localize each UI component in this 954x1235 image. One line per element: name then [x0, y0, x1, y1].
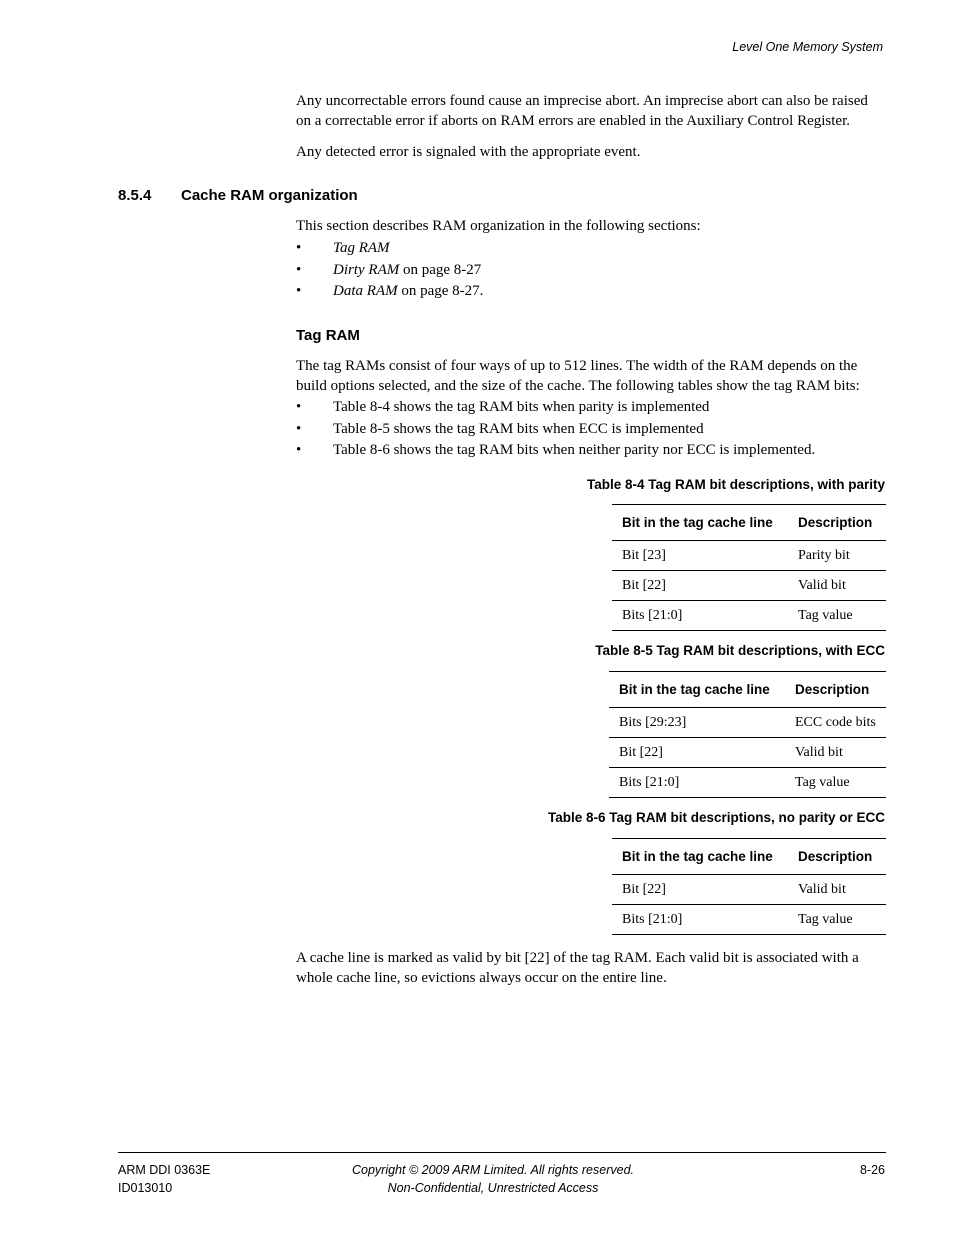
table-cell: Valid bit — [788, 875, 886, 905]
list-item — [296, 238, 483, 260]
copyright-notice: Copyright © 2009 ARM Limited. All rights reserved. — [351, 1163, 634, 1177]
column-header: Description — [788, 839, 886, 875]
column-header: Bit in the tag cache line — [612, 505, 788, 541]
table-cell: Bit [22] — [612, 875, 788, 905]
section-intro: This section describes RAM organization in the following sections: — [296, 218, 701, 234]
table-cell: Bits [29:23] — [609, 708, 785, 738]
list-item-text: Table 8-6 shows the tag RAM bits when neither parity nor ECC is implemented. — [333, 442, 816, 458]
table-cell: Bit [23] — [612, 541, 788, 571]
table-cell: Bit [22] — [609, 738, 785, 768]
list-item — [296, 419, 815, 441]
list-item — [296, 397, 815, 419]
table-cell: Valid bit — [788, 571, 886, 601]
issue-id: ID013010 — [118, 1180, 173, 1195]
table-cell: Bit [22] — [612, 571, 788, 601]
section-number: 8.5.4 — [118, 187, 152, 204]
table-cell: Bits [21:0] — [612, 601, 788, 631]
page-number: 8-26 — [859, 1163, 885, 1177]
footer-divider — [118, 1152, 886, 1153]
bullet: • — [296, 420, 302, 437]
tag-ram-bullets — [296, 397, 815, 462]
table-cell: Tag value — [785, 768, 886, 798]
table-row — [612, 601, 886, 631]
table-cell: Bits [21:0] — [609, 768, 785, 798]
column-header: Description — [788, 505, 886, 541]
footer-doc-info — [118, 1162, 210, 1197]
table-cell: ECC code bits — [785, 708, 886, 738]
access-notice: Non-Confidential, Unrestricted Access — [387, 1180, 599, 1195]
list-item-text: Table 8-4 shows the tag RAM bits when parity is implemented — [333, 399, 710, 415]
running-header: Level One Memory System — [732, 40, 883, 54]
table-cell: Bits [21:0] — [612, 905, 788, 935]
table-cell: Valid bit — [785, 738, 886, 768]
table-row — [612, 905, 886, 935]
doc-id: ARM DDI 0363E — [118, 1163, 211, 1177]
tag-ram-ecc-table — [609, 671, 886, 798]
bullet: • — [296, 283, 302, 299]
table-cell: Parity bit — [788, 541, 886, 571]
list-item — [296, 281, 483, 303]
bullet: • — [296, 261, 302, 278]
table-row — [609, 708, 886, 738]
tag-ram-heading: Tag RAM — [296, 327, 360, 344]
tag-ram-paragraph: The tag RAMs consist of four ways of up to 512 lines. The width of the RAM depends on the build options selected, and the size of the cache. The following tables show the tag RAM bits: — [296, 358, 860, 394]
table-row — [612, 571, 886, 601]
bullet: • — [296, 442, 302, 458]
column-header: Description — [785, 672, 886, 708]
table-caption: Table 8-6 Tag RAM bit descriptions, no parity or ECC — [547, 810, 885, 825]
table-cell: Tag value — [788, 905, 886, 935]
tag-ram-parity-table — [612, 504, 886, 631]
data-ram-link[interactable]: Data RAM — [333, 283, 398, 299]
column-header: Bit in the tag cache line — [612, 839, 788, 875]
closing-paragraph: A cache line is marked as valid by bit [22] of the tag RAM. Each valid bit is associated with a whole cache line, so evictions always occur on the entire line. — [296, 950, 859, 986]
list-item-suffix: on page 8-27. — [397, 283, 484, 299]
footer-legal — [296, 1162, 690, 1197]
tag-ram-no-parity-table — [612, 838, 886, 935]
list-item — [296, 440, 815, 462]
intro-paragraph-2: Any detected error is signaled with the appropriate event. — [296, 144, 641, 160]
dirty-ram-link[interactable]: Dirty RAM — [333, 261, 400, 278]
column-header: Bit in the tag cache line — [609, 672, 785, 708]
table-caption: Table 8-4 Tag RAM bit descriptions, with parity — [586, 477, 885, 492]
list-item-text: Table 8-5 shows the tag RAM bits when ECC is implemented — [333, 420, 704, 437]
list-item-suffix: on page 8-27 — [399, 261, 482, 278]
section-title: Cache RAM organization — [181, 187, 358, 204]
table-cell: Tag value — [788, 601, 886, 631]
table-row — [612, 541, 886, 571]
table-row — [612, 875, 886, 905]
section-list — [296, 238, 483, 303]
list-item — [296, 260, 483, 282]
bullet: • — [296, 240, 302, 256]
table-caption: Table 8-5 Tag RAM bit descriptions, with ECC — [595, 643, 885, 658]
intro-paragraph-1: Any uncorrectable errors found cause an imprecise abort. An imprecise abort can also be raised on a correctable error if aborts on RAM errors are enabled in the Auxiliary Control Register. — [296, 93, 868, 129]
bullet: • — [296, 399, 302, 415]
table-row — [609, 738, 886, 768]
tag-ram-link[interactable]: Tag RAM — [333, 240, 390, 256]
table-row — [609, 768, 886, 798]
